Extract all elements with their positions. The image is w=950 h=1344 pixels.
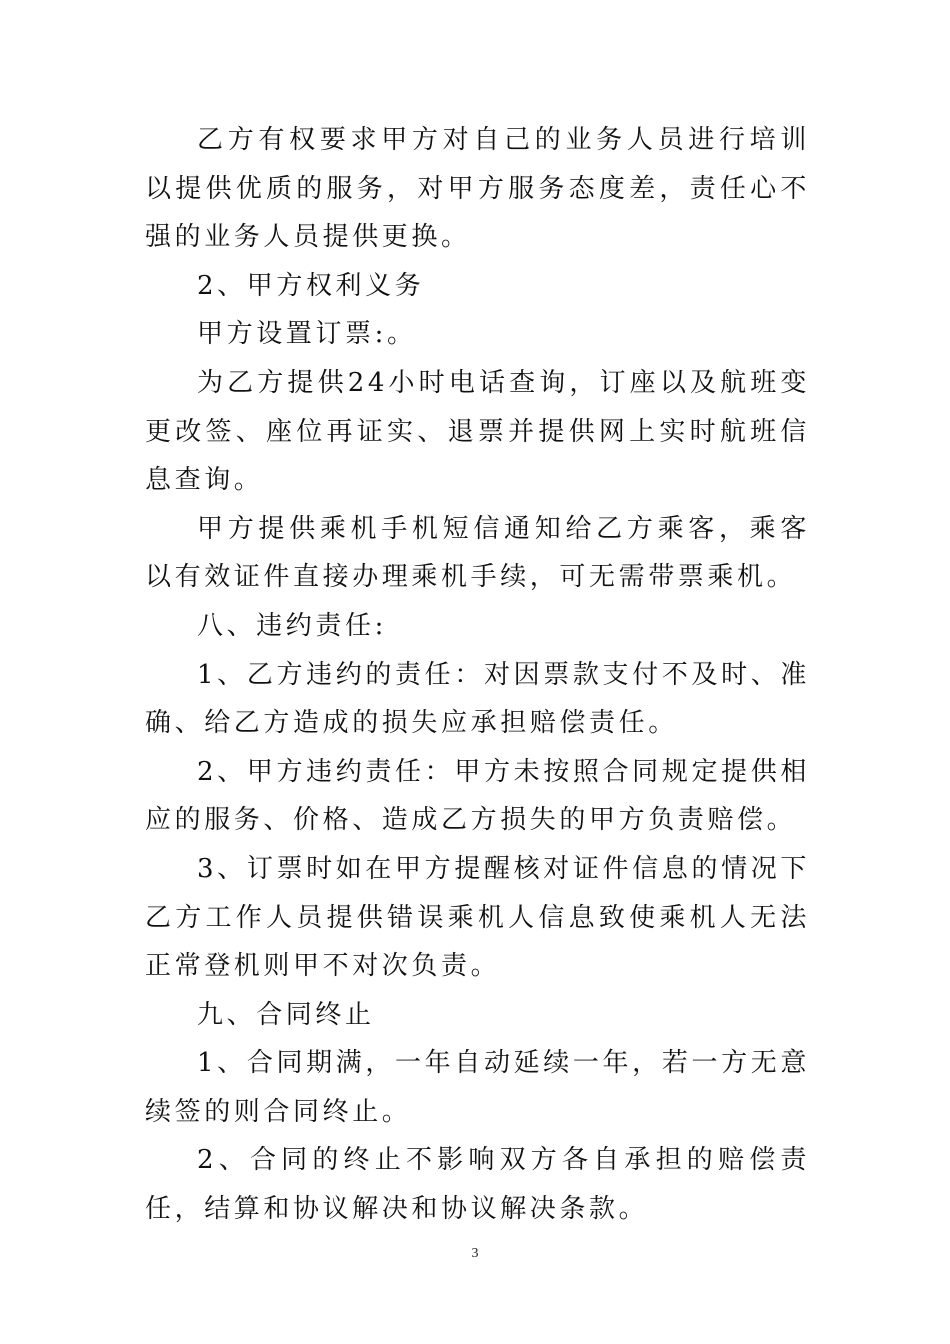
document-body xyxy=(145,116,810,1234)
heading-breach-liability: 八、违约责任: xyxy=(197,610,387,641)
paragraph-sms-notice: 甲方提供乘机手机短信通知给乙方乘客，乘客以有效证件直接办理乘机手续，可无需带票乘机。 xyxy=(145,513,810,593)
paragraph-ticket-setup: 甲方设置订票:。 xyxy=(197,319,417,350)
paragraph-termination-effect: 2、合同的终止不影响双方各自承担的赔偿责任，结算和协议解决和协议解决条款。 xyxy=(145,1145,810,1225)
paragraph-phone-service: 为乙方提供24小时电话查询，订座以及航班变更改签、座位再证实、退票并提供网上实时航班信息查询。 xyxy=(145,367,810,496)
page-number: 3 xyxy=(471,1246,479,1261)
heading-contract-termination: 九、合同终止 xyxy=(197,999,375,1030)
paragraph-contract-expiry: 1、合同期满，一年自动延续一年，若一方无意续签的则合同终止。 xyxy=(145,1048,810,1127)
paragraph-training-right: 乙方有权要求甲方对自己的业务人员进行培训以提供优质的服务，对甲方服务态度差，责任心不强的业务人员提供更换。 xyxy=(145,125,810,253)
paragraph-party-b-breach: 1、乙方违约的责任：对因票款支付不及时、准确、给乙方造成的损失应承担赔偿责任。 xyxy=(145,659,810,739)
paragraph-party-a-breach: 2、甲方违约责任：甲方未按照合同规定提供相应的服务、价格、造成乙方损失的甲方负责赔偿。 xyxy=(145,756,810,836)
paragraph-id-verification: 3、订票时如在甲方提醒核对证件信息的情况下乙方工作人员提供错误乘机人信息致使乘机人无法正常登机则甲不对次负责。 xyxy=(145,853,810,982)
heading-party-a-rights: 2、甲方权利义务 xyxy=(197,270,425,301)
